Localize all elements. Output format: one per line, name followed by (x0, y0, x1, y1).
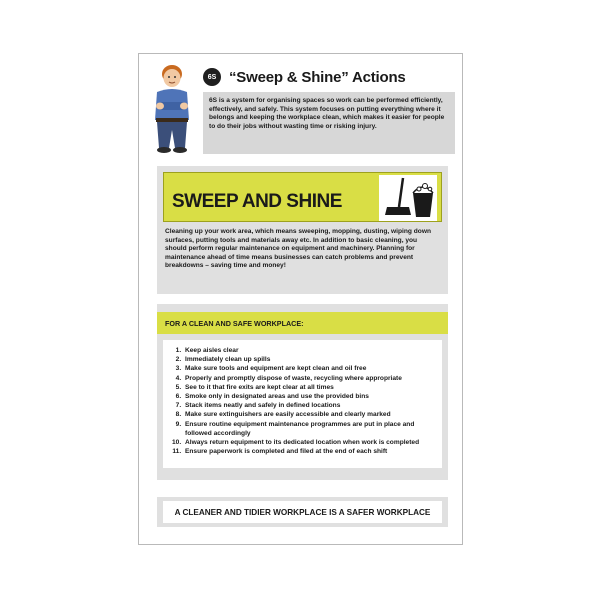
worker-mascot-icon (147, 62, 197, 158)
poster-header (203, 66, 453, 88)
sweep-and-shine-panel (157, 166, 448, 294)
workplace-checklist-panel (157, 304, 448, 480)
checklist-heading: FOR A CLEAN AND SAFE WORKPLACE: (157, 312, 448, 334)
checklist (171, 346, 434, 456)
footer-slogan: A CLEANER AND TIDIER WORKPLACE IS A SAFER WORKPLACE (163, 501, 442, 523)
poster (138, 53, 463, 545)
list-item: 9. Ensure routine equipment maintenance programmes are put in place and followed accordingly (183, 420, 434, 438)
list-item: 10. Always return equipment to its dedicated location when work is completed (183, 438, 434, 447)
sweep-title: SWEEP AND SHINE (172, 191, 342, 212)
intro-text: 6S is a system for organising spaces so work can be performed efficiently, effectively, and safely. This system focuses on putting everything where it belongs and keeping the workplace clean, which makes it easier for people to do their jobs without wasting time or risking injury. (203, 92, 455, 154)
list-item: 7. Stack items neatly and safely in defined locations (183, 401, 434, 410)
list-item: 3. Make sure tools and equipment are kept clean and oil free (183, 364, 434, 373)
list-item: 6. Smoke only in designated areas and use the provided bins (183, 392, 434, 401)
checklist-box (163, 340, 442, 468)
list-item: 4. Properly and promptly dispose of waste, recycling where appropriate (183, 374, 434, 383)
mop-and-bucket-icon (379, 175, 437, 221)
footer-panel (157, 497, 448, 527)
6s-badge: 6S (203, 68, 221, 86)
list-item: 8. Make sure extinguishers are easily accessible and clearly marked (183, 410, 434, 419)
sweep-body-text: Cleaning up your work area, which means sweeping, mopping, dusting, wiping down surfaces, putting tools and materials away etc. In addition to basic cleaning, you should perform regular maintenance on equipment and machinery. Planning for maintenance ahead of time means businesses can catch problems and prevent breakdowns – saving time and money! (165, 228, 431, 270)
list-item: 5. See to it that fire exits are kept clear at all times (183, 383, 434, 392)
list-item: 1. Keep aisles clear (183, 346, 434, 355)
list-item: 2. Immediately clean up spills (183, 355, 434, 364)
page-title: “Sweep & Shine” Actions (229, 68, 406, 86)
list-item: 11. Ensure paperwork is completed and filed at the end of each shift (183, 447, 434, 456)
sweep-title-band (163, 172, 442, 222)
